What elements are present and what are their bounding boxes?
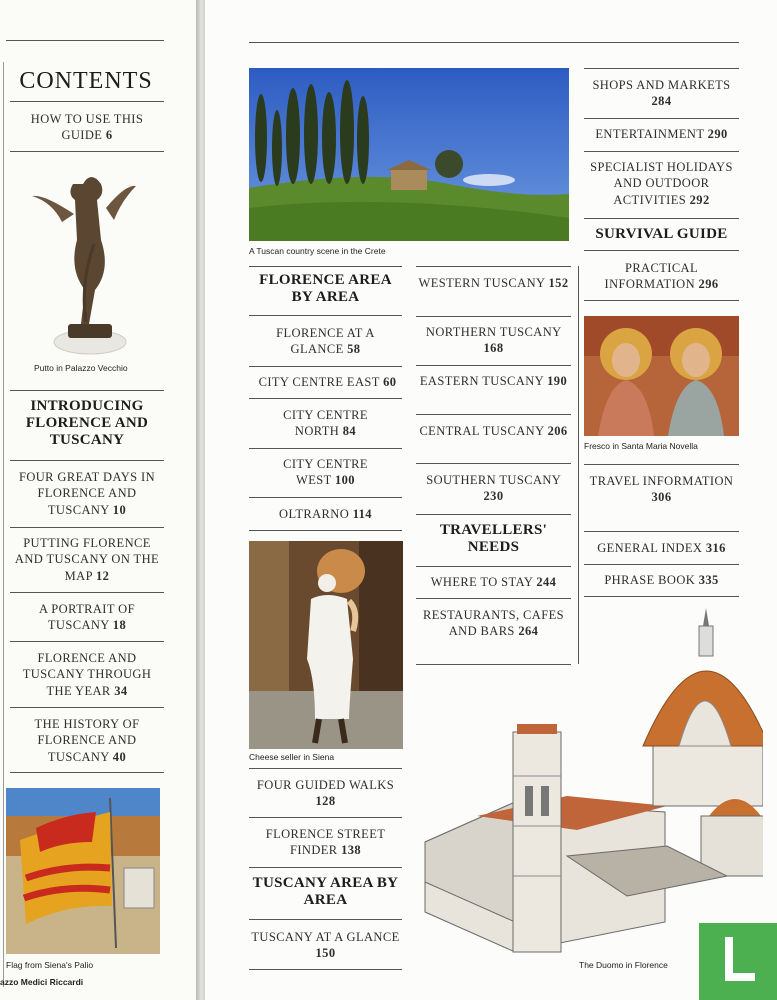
divider xyxy=(584,464,739,465)
toc-page: 296 xyxy=(698,277,719,292)
fresco-image xyxy=(584,316,739,436)
toc-page: 150 xyxy=(315,946,336,961)
toc-entry[interactable] xyxy=(584,540,739,556)
toc-page: 114 xyxy=(352,507,372,521)
divider xyxy=(416,514,571,515)
toc-label: OLTRARNO xyxy=(279,507,350,521)
corner-badge xyxy=(699,923,777,1000)
cheese-seller-image xyxy=(249,541,403,749)
divider xyxy=(416,414,571,415)
toc-label: FLORENCE STREET FINDER xyxy=(265,827,386,858)
section-heading-survival: SURVIVAL GUIDE xyxy=(595,226,728,242)
toc-entry[interactable] xyxy=(584,260,739,293)
duomo-illustration xyxy=(417,606,763,962)
putto-image xyxy=(28,164,138,358)
toc-label: SOUTHERN TUSCANY xyxy=(426,473,561,487)
divider xyxy=(584,250,739,251)
toc-page: 138 xyxy=(341,843,362,858)
toc-page: 10 xyxy=(112,502,127,517)
toc-page: 335 xyxy=(698,573,719,587)
toc-entry[interactable] xyxy=(249,506,402,522)
divider xyxy=(249,315,402,316)
divider xyxy=(249,768,402,769)
toc-page: 100 xyxy=(334,473,355,488)
duomo-caption: The Duomo in Florence xyxy=(579,960,668,970)
divider xyxy=(249,919,402,920)
divider xyxy=(416,566,571,567)
toc-page: 6 xyxy=(105,128,113,143)
divider xyxy=(10,772,164,773)
toc-page: 190 xyxy=(547,374,568,388)
toc-page: 284 xyxy=(651,94,672,109)
toc-page: 18 xyxy=(112,618,127,633)
toc-entry[interactable] xyxy=(14,601,160,634)
toc-label: RESTAURANTS, CAFES AND BARS xyxy=(423,608,564,639)
toc-page: 128 xyxy=(315,794,336,809)
toc-entry[interactable] xyxy=(265,407,386,440)
toc-label: PUTTING FLORENCE AND TUSCANY ON THE MAP xyxy=(14,536,160,583)
divider xyxy=(249,867,402,868)
toc-page: 230 xyxy=(483,489,504,504)
toc-label: TRAVEL INFORMATION xyxy=(589,474,734,488)
toc-entry[interactable] xyxy=(584,126,739,142)
divider xyxy=(584,68,739,69)
toc-entry-how-to-use[interactable] xyxy=(14,111,160,144)
toc-entry[interactable] xyxy=(584,473,739,506)
divider xyxy=(10,707,164,708)
book-gutter xyxy=(196,0,205,1000)
toc-label: HOW TO USE THIS GUIDE xyxy=(30,112,144,143)
toc-entry[interactable] xyxy=(10,650,164,699)
divider xyxy=(249,497,402,498)
toc-label: WHERE TO STAY xyxy=(430,575,533,589)
toc-page: 306 xyxy=(651,490,672,505)
divider xyxy=(249,266,402,267)
toc-entry[interactable] xyxy=(249,929,402,962)
divider xyxy=(6,40,164,41)
toc-label: ENTERTAINMENT xyxy=(595,127,705,141)
toc-entry[interactable] xyxy=(10,716,164,765)
toc-label: SPECIALIST HOLIDAYS AND OUTDOOR ACTIVITIES xyxy=(590,160,733,207)
toc-label: FOUR GUIDED WALKS xyxy=(256,778,395,792)
contents-title: CONTENTS xyxy=(19,68,153,94)
toc-entry[interactable] xyxy=(10,469,164,518)
divider xyxy=(10,641,164,642)
toc-entry[interactable] xyxy=(245,374,410,390)
bleed-through-text xyxy=(465,12,765,19)
toc-entry[interactable] xyxy=(249,777,402,810)
toc-entry[interactable] xyxy=(416,324,571,357)
toc-label: FLORENCE AND TUSCANY THROUGH THE YEAR xyxy=(22,651,152,698)
toc-page: 244 xyxy=(536,575,557,589)
page-edge-rule xyxy=(3,62,4,987)
toc-page: 206 xyxy=(547,424,568,438)
flag-caption: Flag from Siena's Palio xyxy=(6,960,94,970)
divider xyxy=(584,151,739,152)
toc-entry[interactable] xyxy=(584,77,739,110)
toc-label: THE HISTORY OF FLORENCE AND TUSCANY xyxy=(34,717,140,764)
divider xyxy=(416,266,571,267)
flag-image xyxy=(6,788,160,954)
fresco-caption: Fresco in Santa Maria Novella xyxy=(584,441,698,451)
divider xyxy=(416,463,571,464)
toc-label: PHRASE BOOK xyxy=(604,573,696,587)
toc-page: 58 xyxy=(347,342,361,357)
divider xyxy=(249,817,402,818)
divider xyxy=(10,460,164,461)
toc-page: 264 xyxy=(518,624,539,639)
toc-entry[interactable] xyxy=(584,159,739,208)
toc-entry[interactable] xyxy=(249,325,402,358)
toc-page: 60 xyxy=(383,375,397,389)
putto-caption: Putto in Palazzo Vecchio xyxy=(34,363,128,373)
toc-entry[interactable] xyxy=(416,423,571,439)
toc-label: CENTRAL TUSCANY xyxy=(419,424,545,438)
section-heading-florence: FLORENCE AREA BY AREA xyxy=(259,272,392,305)
divider xyxy=(249,969,402,970)
toc-page: 152 xyxy=(548,276,569,290)
toc-label: TUSCANY AT A GLANCE xyxy=(251,930,400,944)
divider xyxy=(416,598,571,599)
divider xyxy=(584,564,739,565)
toc-entry[interactable] xyxy=(10,535,164,584)
left-page xyxy=(0,0,196,1000)
toc-label: CITY CENTRE WEST xyxy=(283,457,368,488)
divider xyxy=(584,218,739,219)
right-page xyxy=(205,0,777,1000)
divider xyxy=(416,316,571,317)
toc-label: FLORENCE AT A GLANCE xyxy=(276,326,375,357)
toc-label: FOUR GREAT DAYS IN FLORENCE AND TUSCANY xyxy=(18,470,156,517)
divider xyxy=(10,592,164,593)
toc-page: 84 xyxy=(342,424,357,439)
toc-page: 12 xyxy=(96,568,110,583)
divider xyxy=(584,531,739,532)
badge-logo-mark xyxy=(725,973,755,981)
toc-label: SHOPS AND MARKETS xyxy=(592,78,731,92)
crete-caption: A Tuscan country scene in the Crete xyxy=(249,246,386,256)
divider xyxy=(249,398,402,399)
divider xyxy=(10,390,164,391)
toc-entry[interactable] xyxy=(416,275,571,291)
divider xyxy=(416,365,571,366)
toc-entry[interactable] xyxy=(416,472,571,505)
toc-entry[interactable] xyxy=(416,574,571,590)
section-heading-tuscany: TUSCANY AREA BY AREA xyxy=(252,875,399,908)
toc-label: CITY CENTRE NORTH xyxy=(283,408,368,439)
crete-image xyxy=(249,68,569,241)
toc-page: 168 xyxy=(483,341,504,356)
toc-page: 40 xyxy=(112,749,127,764)
toc-page: 316 xyxy=(705,541,726,555)
divider xyxy=(249,530,402,531)
divider xyxy=(10,527,164,528)
toc-page: 290 xyxy=(707,127,728,141)
section-heading-travellers: TRAVELLERS' NEEDS xyxy=(439,522,548,555)
toc-entry[interactable] xyxy=(416,373,571,389)
divider xyxy=(10,101,164,102)
toc-entry[interactable] xyxy=(265,456,386,489)
toc-label: A PORTRAIT OF TUSCANY xyxy=(39,602,135,633)
divider xyxy=(249,42,739,43)
toc-page: 34 xyxy=(114,683,128,698)
bottom-caption: azzo Medici Riccardi xyxy=(0,977,84,987)
toc-entry[interactable] xyxy=(249,826,402,859)
divider xyxy=(584,596,739,597)
toc-page: 292 xyxy=(689,192,710,207)
toc-label: EASTERN TUSCANY xyxy=(419,374,544,388)
column-divider xyxy=(578,266,579,664)
divider xyxy=(584,118,739,119)
divider xyxy=(584,300,739,301)
toc-label: NORTHERN TUSCANY xyxy=(425,325,562,339)
toc-label: WESTERN TUSCANY xyxy=(418,276,545,290)
cheese-caption: Cheese seller in Siena xyxy=(249,752,335,762)
toc-label: PRACTICAL INFORMATION xyxy=(604,261,699,292)
toc-entry[interactable] xyxy=(584,572,739,588)
toc-label: CITY CENTRE EAST xyxy=(258,375,380,389)
toc-label: GENERAL INDEX xyxy=(597,541,703,555)
divider xyxy=(249,448,402,449)
divider xyxy=(249,366,402,367)
section-heading-introducing: INTRODUCING FLORENCE AND TUSCANY xyxy=(25,398,149,448)
divider xyxy=(10,151,164,152)
